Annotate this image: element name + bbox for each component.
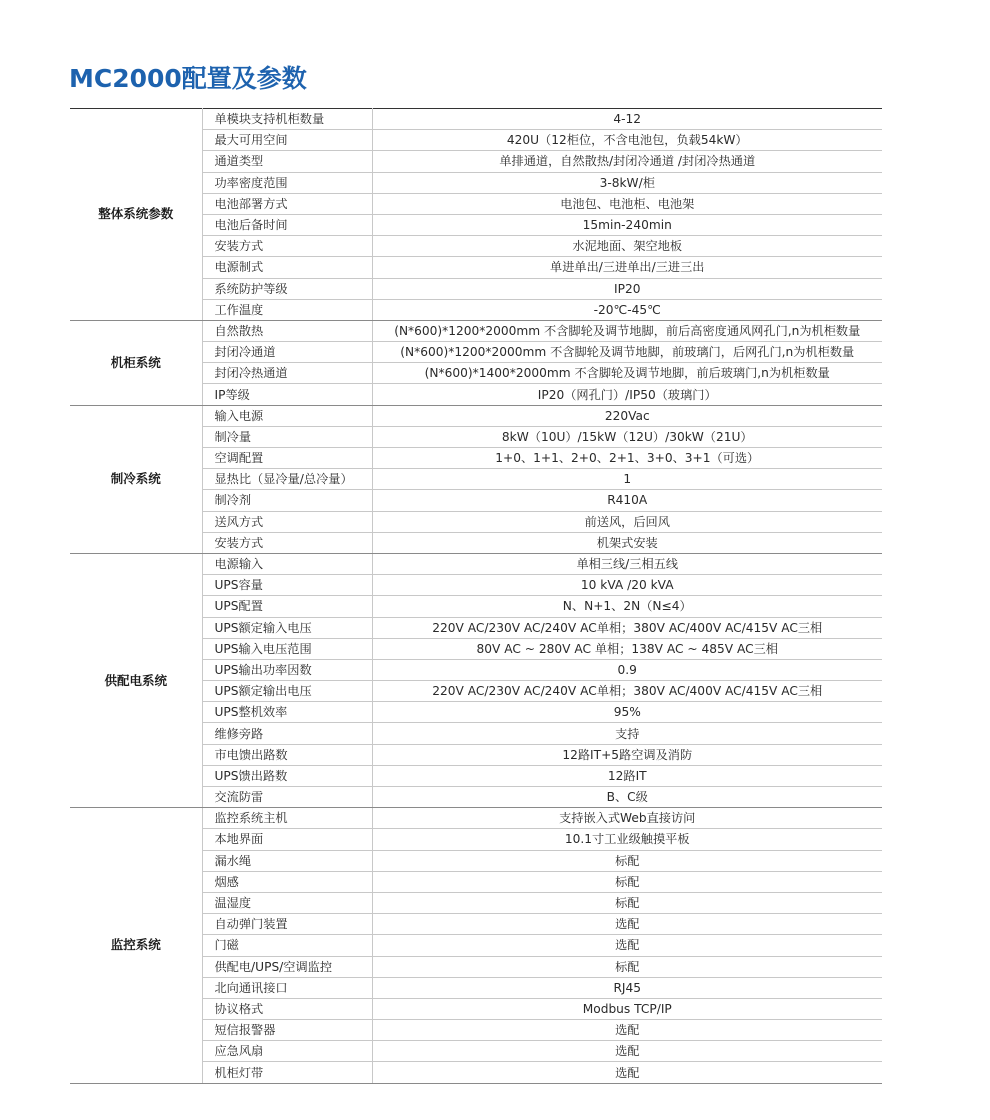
param-name: 门磁 xyxy=(202,935,372,956)
param-name: 电源制式 xyxy=(202,257,372,278)
param-name: 安装方式 xyxy=(202,532,372,553)
param-name: 自然散热 xyxy=(202,320,372,341)
param-value: 机架式安装 xyxy=(372,532,882,553)
param-name: 自动弹门装置 xyxy=(202,914,372,935)
param-value: 选配 xyxy=(372,1041,882,1062)
param-value: 12路IT xyxy=(372,765,882,786)
param-value: 标配 xyxy=(372,850,882,871)
param-value: 1+0、1+1、2+0、2+1、3+0、3+1（可选） xyxy=(372,448,882,469)
param-name: 监控系统主机 xyxy=(202,808,372,829)
param-value: B、C级 xyxy=(372,787,882,808)
param-name: 制冷剂 xyxy=(202,490,372,511)
param-value: 单相三线/三相五线 xyxy=(372,553,882,574)
page-title: MC2000配置及参数 xyxy=(69,64,307,93)
param-value: RJ45 xyxy=(372,977,882,998)
param-name: 应急风扇 xyxy=(202,1041,372,1062)
param-name: 系统防护等级 xyxy=(202,278,372,299)
param-value: 95% xyxy=(372,702,882,723)
param-name: 电池部署方式 xyxy=(202,193,372,214)
spec-table-body xyxy=(70,109,882,1084)
table-row xyxy=(70,109,882,130)
param-name: 工作温度 xyxy=(202,299,372,320)
section-label: 监控系统 xyxy=(70,808,202,1083)
param-value: 1 xyxy=(372,469,882,490)
param-value: 12路IT+5路空调及消防 xyxy=(372,744,882,765)
param-name: UPS整机效率 xyxy=(202,702,372,723)
param-name: 市电馈出路数 xyxy=(202,744,372,765)
param-value: 支持嵌入式Web直接访问 xyxy=(372,808,882,829)
param-name: 漏水绳 xyxy=(202,850,372,871)
param-name: UPS输入电压范围 xyxy=(202,638,372,659)
section-label: 制冷系统 xyxy=(70,405,202,553)
param-name: 供配电/UPS/空调监控 xyxy=(202,956,372,977)
param-value: 8kW（10U）/15kW（12U）/30kW（21U） xyxy=(372,426,882,447)
param-value: 220Vac xyxy=(372,405,882,426)
param-name: 输入电源 xyxy=(202,405,372,426)
param-name: 北向通讯接口 xyxy=(202,977,372,998)
param-name: 交流防雷 xyxy=(202,787,372,808)
param-name: UPS额定输入电压 xyxy=(202,617,372,638)
table-row xyxy=(70,405,882,426)
param-name: UPS额定输出电压 xyxy=(202,681,372,702)
param-name: UPS容量 xyxy=(202,575,372,596)
param-value: -20℃-45℃ xyxy=(372,299,882,320)
param-name: 电源输入 xyxy=(202,553,372,574)
param-value: 电池包、电池柜、电池架 xyxy=(372,193,882,214)
param-value: 选配 xyxy=(372,935,882,956)
param-name: 维修旁路 xyxy=(202,723,372,744)
param-name: 协议格式 xyxy=(202,998,372,1019)
param-value: 10.1寸工业级触摸平板 xyxy=(372,829,882,850)
param-name: 功率密度范围 xyxy=(202,172,372,193)
param-value: 10 kVA /20 kVA xyxy=(372,575,882,596)
table-row xyxy=(70,320,882,341)
param-value: 标配 xyxy=(372,871,882,892)
param-name: UPS配置 xyxy=(202,596,372,617)
param-name: UPS输出功率因数 xyxy=(202,659,372,680)
param-value: 标配 xyxy=(372,956,882,977)
spec-table xyxy=(70,108,882,1084)
param-value: 420U（12柜位，不含电池包，负载54kW） xyxy=(372,130,882,151)
param-name: 电池后备时间 xyxy=(202,214,372,235)
param-name: 最大可用空间 xyxy=(202,130,372,151)
param-value: R410A xyxy=(372,490,882,511)
param-name: 通道类型 xyxy=(202,151,372,172)
param-name: 显热比（显冷量/总冷量） xyxy=(202,469,372,490)
param-value: 支持 xyxy=(372,723,882,744)
param-name: 封闭冷通道 xyxy=(202,342,372,363)
param-name: 安装方式 xyxy=(202,236,372,257)
param-name: 制冷量 xyxy=(202,426,372,447)
section-label: 整体系统参数 xyxy=(70,109,202,321)
param-name: UPS馈出路数 xyxy=(202,765,372,786)
param-value: 80V AC ~ 280V AC 单相；138V AC ~ 485V AC三相 xyxy=(372,638,882,659)
param-value: 标配 xyxy=(372,892,882,913)
param-name: 机柜灯带 xyxy=(202,1062,372,1083)
param-value: Modbus TCP/IP xyxy=(372,998,882,1019)
param-value: 选配 xyxy=(372,914,882,935)
param-value: (N*600)*1400*2000mm 不含脚轮及调节地脚，前后玻璃门,n为机柜数量 xyxy=(372,363,882,384)
param-name: 本地界面 xyxy=(202,829,372,850)
param-name: IP等级 xyxy=(202,384,372,405)
param-value: IP20 xyxy=(372,278,882,299)
param-value: 选配 xyxy=(372,1062,882,1083)
param-name: 空调配置 xyxy=(202,448,372,469)
param-value: 220V AC/230V AC/240V AC单相；380V AC/400V AC/415V AC三相 xyxy=(372,681,882,702)
param-value: 15min-240min xyxy=(372,214,882,235)
param-value: 0.9 xyxy=(372,659,882,680)
param-value: (N*600)*1200*2000mm 不含脚轮及调节地脚，前玻璃门，后网孔门,n为机柜数量 xyxy=(372,342,882,363)
param-value: 前送风，后回风 xyxy=(372,511,882,532)
param-name: 单模块支持机柜数量 xyxy=(202,109,372,130)
table-row xyxy=(70,808,882,829)
param-value: 220V AC/230V AC/240V AC单相；380V AC/400V AC/415V AC三相 xyxy=(372,617,882,638)
param-value: 选配 xyxy=(372,1020,882,1041)
param-value: 4-12 xyxy=(372,109,882,130)
param-value: N、N+1、2N（N≤4） xyxy=(372,596,882,617)
param-name: 封闭冷热通道 xyxy=(202,363,372,384)
param-name: 短信报警器 xyxy=(202,1020,372,1041)
param-value: 水泥地面、架空地板 xyxy=(372,236,882,257)
table-row xyxy=(70,553,882,574)
param-value: IP20（网孔门）/IP50（玻璃门） xyxy=(372,384,882,405)
section-label: 机柜系统 xyxy=(70,320,202,405)
param-name: 烟感 xyxy=(202,871,372,892)
section-label: 供配电系统 xyxy=(70,553,202,807)
param-name: 温湿度 xyxy=(202,892,372,913)
param-value: (N*600)*1200*2000mm 不含脚轮及调节地脚，前后高密度通风网孔门,n为机柜数量 xyxy=(372,320,882,341)
param-value: 单排通道，自然散热/封闭冷通道 /封闭冷热通道 xyxy=(372,151,882,172)
param-name: 送风方式 xyxy=(202,511,372,532)
param-value: 3-8kW/柜 xyxy=(372,172,882,193)
param-value: 单进单出/三进单出/三进三出 xyxy=(372,257,882,278)
